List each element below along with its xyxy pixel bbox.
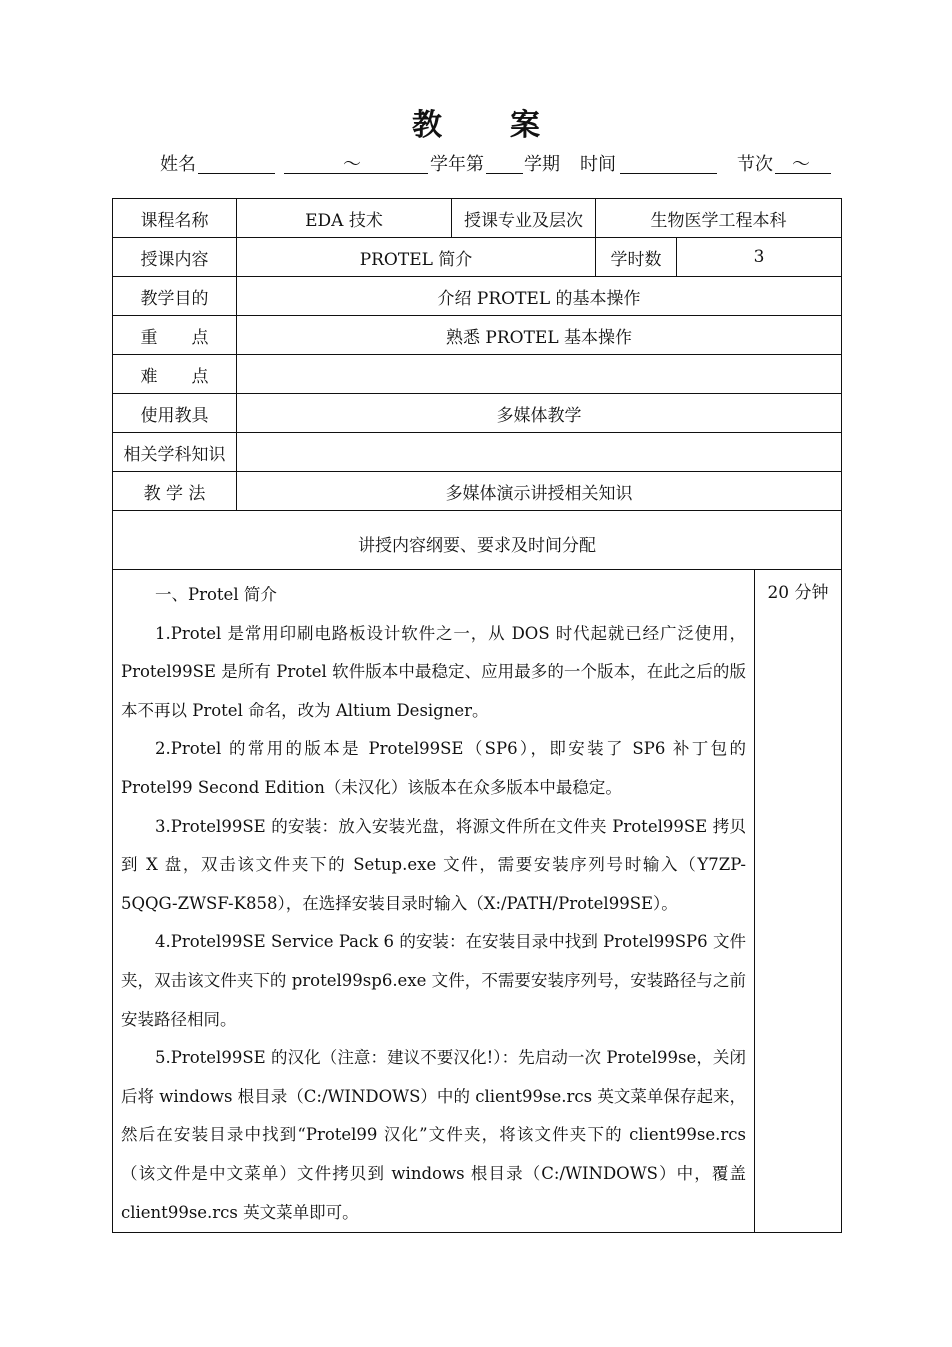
difficulty-row (113, 355, 842, 394)
goal-label: 教学目的 (113, 277, 237, 316)
period-tilde: ～ (792, 154, 810, 175)
term-blank[interactable] (486, 153, 523, 174)
header-line (160, 150, 840, 178)
hours-value: 3 (677, 238, 842, 277)
goal-row (113, 277, 842, 316)
related-value (237, 433, 842, 472)
content-paragraph-2: 2.Protel 的常用的版本是 Protel99SE（SP6），即安装了 SP6 补丁包的 Protel99 Second Edition（未汉化）该版本在众多版本中最稳定。 (121, 739, 746, 797)
lesson-plan-table (112, 198, 842, 1233)
time-label: 时间 (580, 154, 616, 175)
difficulty-label: 难 点 (113, 355, 237, 394)
year-label: 学年第 (430, 154, 484, 175)
course-name-row (113, 199, 842, 238)
lecture-content (113, 570, 755, 1233)
content-row (113, 238, 842, 277)
time-allocation: 20 分钟 (755, 570, 842, 1233)
key-row (113, 316, 842, 355)
content-paragraph-5: 5.Protel99SE 的汉化（注意：建议不要汉化!）：先启动一次 Protel99se，关闭后将 windows 根目录（C:/WINDOWS）中的 client99se.rcs 英文菜单保存起来，然后在安装目录中找到“Protel99 汉化”文件夹，将该文件夹下的 client99se.rcs（该文件是中文菜单）文件拷贝到 windows 根目录（C:/WINDOWS）中，覆盖 client99se.rcs 英文菜单即可。 (121, 1048, 746, 1222)
outline-label: 讲授内容纲要、要求及时间分配 (113, 511, 842, 570)
name-label: 姓名 (160, 154, 196, 175)
related-row (113, 433, 842, 472)
time-blank[interactable] (620, 153, 717, 174)
term-label: 学期 (524, 154, 560, 175)
method-value: 多媒体演示讲授相关知识 (237, 472, 842, 511)
key-value: 熟悉 PROTEL 基本操作 (237, 316, 842, 355)
tools-row (113, 394, 842, 433)
period-label: 节次 (737, 154, 773, 175)
goal-value: 介绍 PROTEL 的基本操作 (237, 277, 842, 316)
title-char-2: 案 (510, 108, 540, 143)
method-label: 教 学 法 (113, 472, 237, 511)
tools-value: 多媒体教学 (237, 394, 842, 433)
content-value: PROTEL 简介 (237, 238, 596, 277)
difficulty-value (237, 355, 842, 394)
major-value: 生物医学工程本科 (596, 199, 842, 238)
year-tilde: ～ (343, 154, 361, 175)
content-label: 授课内容 (113, 238, 237, 277)
outline-row (113, 511, 842, 570)
method-row (113, 472, 842, 511)
content-paragraph-3: 3.Protel99SE 的安装：放入安装光盘，将源文件所在文件夹 Protel99SE 拷贝到 X 盘，双击该文件夹下的 Setup.exe 文件，需要安装序列号时输入（Y7ZP-5QQG-ZWSF-K858），在选择安装目录时输入（X:/PATH/Protel99SE）。 (121, 816, 746, 913)
major-label: 授课专业及层次 (452, 199, 596, 238)
related-label: 相关学科知识 (113, 433, 237, 472)
lecture-content-row (113, 570, 842, 1233)
document-title (0, 100, 952, 144)
content-heading: 一、Protel 简介 (155, 585, 277, 604)
content-paragraph-1: 1.Protel 是常用印刷电路板设计软件之一，从 DOS 时代起就已经广泛使用，Protel99SE 是所有 Protel 软件版本中最稳定、应用最多的一个版本，在此之后的版本不再以 Protel 命名，改为 Altium Designer。 (121, 623, 746, 720)
tools-label: 使用教具 (113, 394, 237, 433)
hours-label: 学时数 (596, 238, 677, 277)
name-blank[interactable] (198, 153, 275, 174)
content-paragraph-4: 4.Protel99SE Service Pack 6 的安装：在安装目录中找到 Protel99SP6 文件夹，双击该文件夹下的 protel99sp6.exe 文件，不需要安装序列号，安装路径与之前安装路径相同。 (121, 932, 746, 1029)
course-name-value: EDA 技术 (237, 199, 452, 238)
course-name-label: 课程名称 (113, 199, 237, 238)
title-char-1: 教 (412, 108, 442, 143)
key-label: 重 点 (113, 316, 237, 355)
